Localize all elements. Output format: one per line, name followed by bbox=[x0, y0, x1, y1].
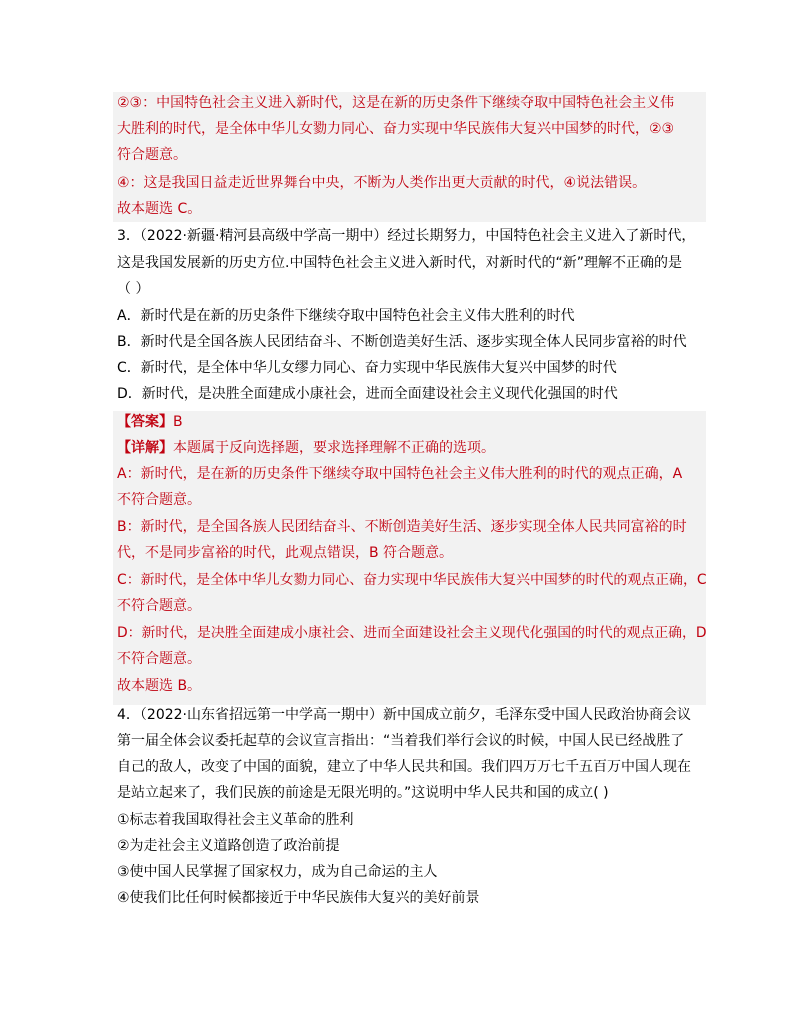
answer-value: B bbox=[173, 414, 183, 430]
q3-stem-blank: （ ） bbox=[117, 281, 150, 297]
q4-item-1: ①标志着我国取得社会主义革命的胜利 bbox=[117, 812, 354, 828]
q3-detail-line: 不符合题意。 bbox=[117, 492, 201, 508]
q4-item-3: ③使中国人民掌握了国家权力，成为自己命运的主人 bbox=[117, 864, 438, 880]
q3-option-d: D．新时代，是决胜全面建成小康社会，进而全面建设社会主义现代化强国的时代 bbox=[117, 386, 618, 402]
q4-stem-line: 自己的敌人，改变了中国的面貌，建立了中华人民共和国。我们四万万七千五百万中国人现在 bbox=[117, 759, 691, 775]
q3-detail-line: B：新时代，是全国各族人民团结奋斗、不断创造美好生活、逐步实现全体人民共同富裕的时 bbox=[117, 519, 687, 535]
detail-tag: 【详解】 bbox=[117, 440, 173, 456]
q3-detail-line: A：新时代，是在新的历史条件下继续夺取中国特色社会主义伟大胜利的时代的观点正确，A bbox=[117, 466, 683, 482]
q3-detail-line: 不符合题意。 bbox=[117, 651, 201, 667]
q3-stem-line: 3．（2022·新疆·精河县高级中学高一期中）经过长期努力，中国特色社会主义进入了新时代， bbox=[117, 228, 696, 244]
prev-analysis-conclusion: 故本题选 C。 bbox=[117, 201, 202, 217]
prev-analysis-line: ②③：中国特色社会主义进入新时代，这是在新的历史条件下继续夺取中国特色社会主义伟 bbox=[117, 95, 675, 111]
q3-option-b: B．新时代是全国各族人民团结奋斗、不断创造美好生活、逐步实现全体人民同步富裕的时代 bbox=[117, 334, 687, 350]
q4-stem-line: 第一届全体会议委托起草的会议宣言指出：“当着我们举行会议的时候，中国人民已经战胜了 bbox=[117, 733, 685, 749]
q3-detail-intro bbox=[117, 438, 495, 460]
q3-stem-line: 这是我国发展新的历史方位.中国特色社会主义进入新时代，对新时代的“新”理解不正确的是 bbox=[117, 255, 682, 271]
q4-item-4: ④使我们比任何时候都接近于中华民族伟大复兴的美好前景 bbox=[117, 890, 480, 906]
prev-analysis-line: 符合题意。 bbox=[117, 147, 187, 163]
answer-tag: 【答案】 bbox=[117, 414, 173, 430]
q4-stem-line: 4．（2022·山东省招远第一中学高一期中）新中国成立前夕，毛泽东受中国人民政治协商会议 bbox=[117, 707, 691, 723]
q3-detail-line: C：新时代，是全体中华儿女勠力同心、奋力实现中华民族伟大复兴中国梦的时代的观点正确，C bbox=[117, 572, 707, 588]
q3-detail-conclusion: 故本题选 B。 bbox=[117, 678, 202, 694]
q3-option-c: C．新时代，是全体中华儿女缪力同心、奋力实现中华民族伟大复兴中国梦的时代 bbox=[117, 360, 617, 376]
q3-detail-line: 代，不是同步富裕的时代，此观点错误，B 符合题意。 bbox=[117, 545, 454, 561]
q3-answer bbox=[117, 412, 183, 434]
q3-detail-line: 不符合题意。 bbox=[117, 598, 201, 614]
prev-analysis-line: 大胜利的时代，是全体中华儿女勠力同心、奋力实现中华民族伟大复兴中国梦的时代，②③ bbox=[117, 121, 675, 137]
detail-intro-text: 本题属于反向选择题，要求选择理解不正确的选项。 bbox=[173, 440, 495, 456]
q4-stem-line: 是站立起来了，我们民族的前途是无限光明的。”这说明中华人民共和国的成立( ) bbox=[117, 785, 609, 801]
prev-analysis-line: ④：这是我国日益走近世界舞台中央，不断为人类作出更大贡献的时代，④说法错误。 bbox=[117, 175, 647, 191]
q3-option-a: A．新时代是在新的历史条件下继续夺取中国特色社会主义伟大胜利的时代 bbox=[117, 308, 575, 324]
q3-detail-line: D：新时代，是决胜全面建成小康社会、进而全面建设社会主义现代化强国的时代的观点正确，D bbox=[117, 625, 707, 641]
q4-item-2: ②为走社会主义道路创造了政治前提 bbox=[117, 838, 340, 854]
